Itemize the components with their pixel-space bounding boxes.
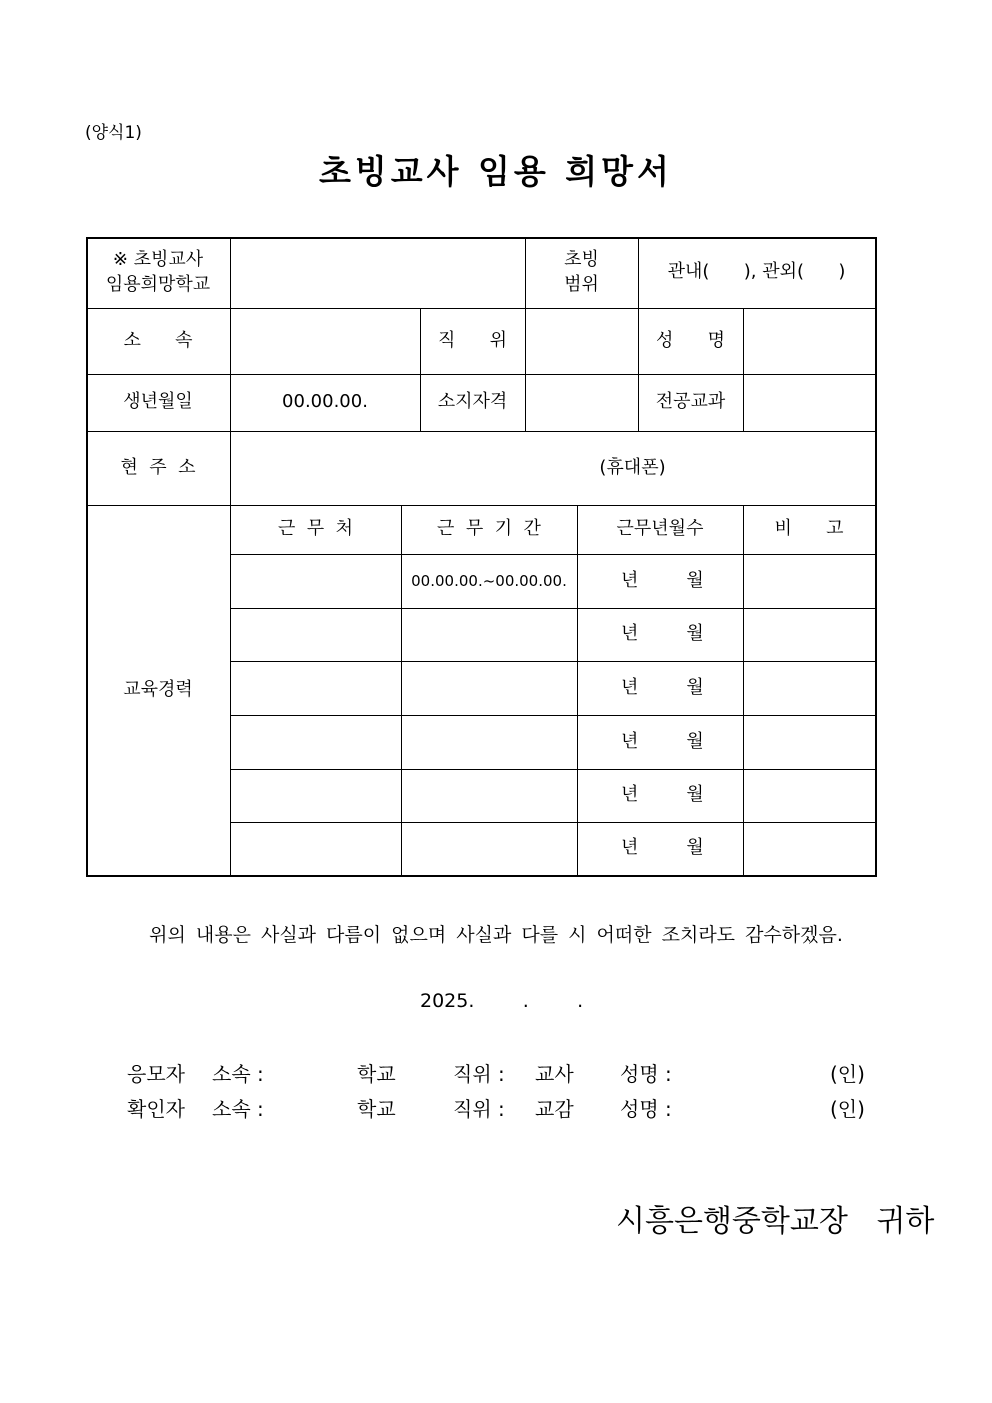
birth-label: 생년월일 (123, 391, 193, 413)
career-period-field[interactable] (401, 769, 577, 822)
career-note-field[interactable] (743, 661, 875, 715)
mobile-phone-label: (휴대폰) (599, 456, 666, 478)
qualification-field[interactable] (525, 374, 638, 431)
major-label: 전공교과 (655, 391, 726, 413)
birth-field[interactable]: 00.00.00. (282, 391, 368, 413)
application-table (86, 237, 877, 877)
career-duration-field[interactable] (577, 822, 743, 875)
career-workplace-field[interactable] (230, 661, 401, 715)
name-label: 성명 : (620, 1097, 672, 1121)
position-field[interactable] (525, 308, 638, 374)
months-unit: 월 (686, 730, 704, 752)
career-workplace-field[interactable] (230, 822, 401, 875)
signature-role: 응모자 (127, 1062, 185, 1086)
address-label: 현 주 소 (120, 456, 196, 478)
range-field[interactable]: 관내( ), 관외( ) (667, 261, 846, 283)
position-label: 직위 : (453, 1097, 505, 1121)
years-unit: 년 (621, 837, 639, 859)
years-unit: 년 (621, 569, 639, 591)
career-workplace-field[interactable] (230, 608, 401, 661)
years-unit: 년 (621, 784, 639, 806)
position-value: 교사 (535, 1062, 574, 1086)
months-unit: 월 (686, 784, 704, 806)
recipient-line: 시흥은행중학교장 귀하 (616, 1204, 935, 1239)
range-label (525, 237, 638, 308)
career-duration-field[interactable] (577, 661, 743, 715)
years-unit: 년 (621, 676, 639, 698)
career-workplace-field[interactable] (230, 769, 401, 822)
career-duration-field[interactable] (577, 608, 743, 661)
school-label: 학교 (357, 1097, 396, 1121)
declaration-text: 위의 내용은 사실과 다름이 없으며 사실과 다를 시 어떠한 조치라도 감수하겠음. (149, 924, 843, 946)
name-field[interactable] (743, 308, 875, 374)
affiliation-label: 소속 : (212, 1062, 264, 1086)
range-label-line1: 초빙 (564, 249, 599, 271)
career-label: 교육경력 (123, 678, 193, 700)
document-title: 초빙교사 임용 희망서 (319, 152, 673, 191)
months-unit: 월 (686, 837, 704, 859)
hope-school-label (86, 237, 230, 308)
form-number-label: (양식1) (85, 123, 142, 143)
career-period-field[interactable] (401, 608, 577, 661)
position-label: 직위 : (453, 1062, 505, 1086)
career-workplace-field[interactable] (230, 715, 401, 769)
career-note-field[interactable] (743, 608, 875, 661)
career-period-field[interactable] (401, 661, 577, 715)
career-note-field[interactable] (743, 822, 875, 875)
address-field[interactable] (230, 431, 875, 505)
months-unit: 월 (686, 676, 704, 698)
school-label: 학교 (357, 1062, 396, 1086)
seal-mark[interactable]: (인) (830, 1097, 865, 1121)
career-header-period: 근 무 기 간 (437, 518, 541, 540)
months-unit: 월 (686, 569, 704, 591)
hope-school-label-line1: ※ 초빙교사 (112, 249, 204, 271)
career-duration-field[interactable] (577, 769, 743, 822)
career-duration-field[interactable] (577, 715, 743, 769)
position-label: 직 위 (437, 329, 508, 351)
seal-mark[interactable]: (인) (830, 1062, 865, 1086)
name-label: 성명 : (620, 1062, 672, 1086)
career-header-duration: 근무년월수 (616, 518, 704, 540)
career-period-field[interactable] (401, 715, 577, 769)
range-label-line2: 범위 (564, 273, 599, 295)
career-workplace-field[interactable] (230, 554, 401, 608)
name-label: 성 명 (655, 329, 726, 351)
signature-role: 확인자 (127, 1097, 185, 1121)
career-note-field[interactable] (743, 769, 875, 822)
hope-school-label-line2: 임용희망학교 (105, 273, 211, 295)
years-unit: 년 (621, 623, 639, 645)
years-unit: 년 (621, 730, 639, 752)
qualification-label: 소지자격 (437, 391, 508, 413)
hope-school-field[interactable] (230, 237, 525, 308)
months-unit: 월 (686, 623, 704, 645)
career-duration-field[interactable] (577, 554, 743, 608)
career-header-workplace: 근 무 처 (277, 518, 354, 540)
career-note-field[interactable] (743, 554, 875, 608)
affiliation-label: 소속 : (212, 1097, 264, 1121)
career-period-field[interactable] (401, 822, 577, 875)
date-line[interactable]: 2025. . . (420, 990, 584, 1012)
affiliation-field[interactable] (230, 308, 420, 374)
major-field[interactable] (743, 374, 875, 431)
career-period-field[interactable]: 00.00.00.~00.00.00. (411, 571, 567, 590)
career-header-note: 비 고 (774, 518, 844, 540)
career-note-field[interactable] (743, 715, 875, 769)
position-value: 교감 (535, 1097, 574, 1121)
affiliation-label: 소 속 (123, 329, 193, 351)
